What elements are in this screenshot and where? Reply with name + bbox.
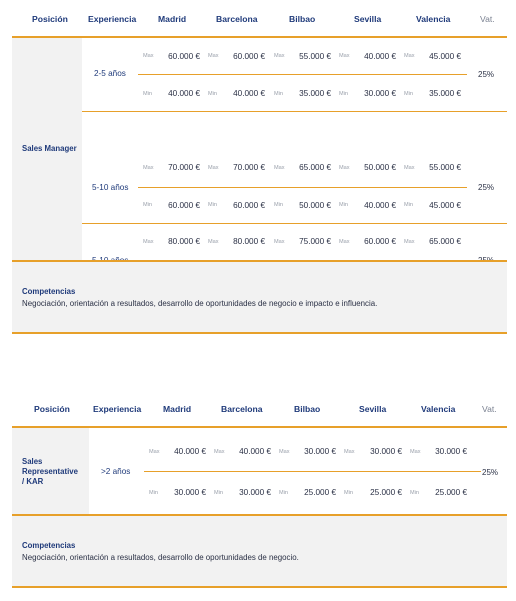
position-name-line: Representative [22, 467, 78, 476]
salary-row [12, 38, 507, 112]
min-sevilla: 25.000 € [370, 488, 402, 497]
max-label: Max [344, 449, 355, 455]
max-label: Max [149, 449, 160, 455]
min-madrid: 60.000 € [168, 201, 200, 210]
table-header [12, 390, 507, 428]
header-madrid: Madrid [163, 404, 192, 414]
max-label: Max [279, 449, 290, 455]
header-barcelona: Barcelona [216, 14, 258, 24]
min-label: Min [208, 91, 218, 97]
header-valencia: Valencia [421, 404, 456, 414]
header-sevilla: Sevilla [359, 404, 387, 414]
max-madrid: 70.000 € [168, 163, 200, 172]
max-label: Max [208, 53, 219, 59]
row-divider [144, 471, 481, 472]
experience-value: 2-5 años [94, 69, 126, 78]
max-barcelona: 60.000 € [233, 52, 265, 61]
competencies-box [12, 514, 507, 588]
max-label: Max [143, 165, 154, 171]
experience-value: >2 años [101, 467, 131, 476]
header-position: Posición [32, 14, 68, 24]
min-bilbao: 25.000 € [304, 488, 336, 497]
header-valencia: Valencia [416, 14, 451, 24]
experience-value: 5-10 años [92, 183, 129, 192]
position-name: Sales Manager [22, 144, 77, 153]
max-label: Max [339, 53, 350, 59]
competencies-text: Negociación, orientación a resultados, desarrollo de oportunidades de negocio. [22, 553, 299, 562]
max-label: Max [208, 239, 219, 245]
max-label: Max [404, 239, 415, 245]
min-label: Min [208, 202, 218, 208]
salary-table-sales-representative [12, 390, 507, 562]
min-bilbao: 35.000 € [299, 89, 331, 98]
salary-row [12, 112, 507, 210]
table-header [12, 0, 507, 38]
header-vat: Vat. [482, 404, 497, 414]
max-label: Max [339, 165, 350, 171]
max-label: Max [214, 449, 225, 455]
header-experience: Experiencia [93, 404, 142, 414]
max-bilbao: 65.000 € [299, 163, 331, 172]
min-valencia: 35.000 € [429, 89, 461, 98]
min-label: Min [274, 91, 284, 97]
min-label: Min [339, 91, 349, 97]
min-label: Min [143, 91, 153, 97]
max-label: Max [404, 53, 415, 59]
max-barcelona: 40.000 € [239, 447, 271, 456]
max-valencia: 55.000 € [429, 163, 461, 172]
min-valencia: 25.000 € [435, 488, 467, 497]
vat-value: 25% [482, 468, 499, 477]
max-label: Max [208, 165, 219, 171]
header-experience: Experiencia [88, 14, 137, 24]
vat-value: 25% [478, 70, 495, 79]
min-label: Min [344, 490, 354, 496]
position-name-line: Sales [22, 457, 43, 466]
max-sevilla: 40.000 € [364, 52, 396, 61]
max-label: Max [274, 53, 285, 59]
max-barcelona: 70.000 € [233, 163, 265, 172]
row-divider [138, 74, 467, 75]
header-madrid: Madrid [158, 14, 187, 24]
max-label: Max [143, 53, 154, 59]
salary-table-sales-manager [12, 0, 507, 308]
max-sevilla: 50.000 € [364, 163, 396, 172]
max-label: Max [339, 239, 350, 245]
header-vat: Vat. [480, 14, 495, 24]
max-label: Max [143, 239, 154, 245]
min-barcelona: 30.000 € [239, 488, 271, 497]
max-bilbao: 30.000 € [304, 447, 336, 456]
salary-row [12, 186, 507, 260]
min-label: Min [404, 91, 414, 97]
header-bilbao: Bilbao [289, 14, 316, 24]
max-madrid: 40.000 € [174, 447, 206, 456]
min-sevilla: 30.000 € [364, 89, 396, 98]
competencies-text: Negociación, orientación a resultados, desarrollo de oportunidades de negocio e impacto e influencia. [22, 299, 378, 308]
min-barcelona: 40.000 € [233, 89, 265, 98]
header-barcelona: Barcelona [221, 404, 263, 414]
vat-value: 25% [478, 183, 495, 192]
max-label: Max [410, 449, 421, 455]
max-sevilla: 30.000 € [370, 447, 402, 456]
max-valencia: 45.000 € [429, 52, 461, 61]
min-label: Min [404, 202, 414, 208]
competencies-title: Competencias [22, 287, 76, 296]
max-sevilla: 60.000 € [364, 237, 396, 246]
max-madrid: 80.000 € [168, 237, 200, 246]
min-label: Min [149, 490, 159, 496]
max-bilbao: 75.000 € [299, 237, 331, 246]
max-madrid: 60.000 € [168, 52, 200, 61]
max-barcelona: 80.000 € [233, 237, 265, 246]
max-bilbao: 55.000 € [299, 52, 331, 61]
max-label: Max [274, 239, 285, 245]
min-sevilla: 40.000 € [364, 201, 396, 210]
header-position: Posición [34, 404, 70, 414]
max-label: Max [404, 165, 415, 171]
max-valencia: 30.000 € [435, 447, 467, 456]
header-sevilla: Sevilla [354, 14, 382, 24]
min-label: Min [410, 490, 420, 496]
min-barcelona: 60.000 € [233, 201, 265, 210]
max-valencia: 65.000 € [429, 237, 461, 246]
max-label: Max [274, 165, 285, 171]
min-madrid: 30.000 € [174, 488, 206, 497]
min-madrid: 40.000 € [168, 89, 200, 98]
position-name-line: / KAR [22, 477, 44, 486]
min-label: Min [339, 202, 349, 208]
competencies-box [12, 260, 507, 334]
header-bilbao: Bilbao [294, 404, 321, 414]
min-label: Min [274, 202, 284, 208]
competencies-title: Competencias [22, 541, 76, 550]
min-label: Min [214, 490, 224, 496]
min-bilbao: 50.000 € [299, 201, 331, 210]
salary-row [12, 428, 507, 514]
min-valencia: 45.000 € [429, 201, 461, 210]
min-label: Min [279, 490, 289, 496]
min-label: Min [143, 202, 153, 208]
